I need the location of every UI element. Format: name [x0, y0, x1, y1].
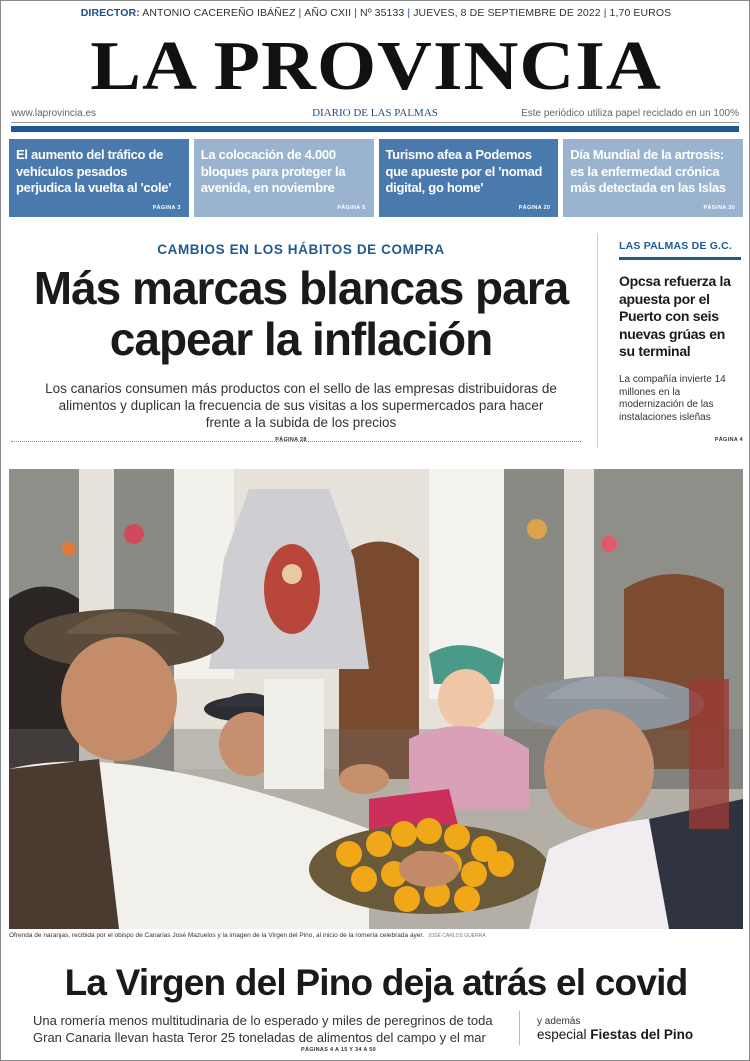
main-story-page: PÁGINA 28: [275, 437, 307, 443]
main-story-divider: [11, 441, 581, 442]
teaser-page: PÁGINA 5: [337, 205, 366, 211]
director-name: ANTONIO CACEREÑO IBÁÑEZ: [142, 7, 296, 19]
side-story-rule: [619, 257, 741, 260]
teaser-page: PÁGINA 20: [518, 205, 551, 211]
column-divider: [597, 233, 598, 448]
teaser-box[interactable]: [194, 139, 374, 217]
teaser-box[interactable]: [379, 139, 559, 217]
bottom-story-headline[interactable]: La Virgen del Pino deja atrás el covid: [64, 962, 688, 1003]
main-story-headline[interactable]: Más marcas blancas para capear la inflación: [33, 262, 569, 365]
bottom-divider: [519, 1011, 520, 1045]
side-story-kicker: LAS PALMAS DE G.C.: [619, 240, 733, 252]
issue-price: 1,70 EUROS: [609, 7, 672, 19]
teaser-title: El aumento del tráfico de vehículos pesados perjudica la vuelta al 'cole': [16, 147, 171, 195]
tagline: DIARIO DE LAS PALMAS: [312, 107, 438, 119]
supplement-prefix: especial: [537, 1027, 587, 1042]
teaser-box[interactable]: [563, 139, 743, 217]
photo-caption-text: Ofrenda de naranjas, recibida por el obispo de Canarias José Mazuelos y la imagen de la Virgen del Pino, al inicio de la romería celebrada ayer.: [9, 932, 425, 939]
teaser-page: PÁGINA 3: [152, 205, 181, 211]
masthead-subline: [11, 106, 739, 122]
lead-photo: [9, 469, 743, 929]
director-label: DIRECTOR:: [80, 7, 140, 19]
teaser-box[interactable]: [9, 139, 189, 217]
teaser-row: [9, 139, 743, 217]
issue-date: JUEVES, 8 DE SEPTIEMBRE DE 2022: [413, 7, 601, 19]
photo-credit: JOSÉ CARLOS GUERRA: [427, 933, 486, 939]
recycled-note: Este periódico utiliza papel reciclado en un 100%: [521, 108, 739, 119]
main-story-deck: Los canarios consumen más productos con el sello de las empresas distribuidoras de alimentos y duplican la frecuencia de sus visitas a los supermercados para hacer frente a la subida de los precios: [45, 381, 557, 430]
masthead-divider: [11, 122, 739, 123]
teaser-page: PÁGINA 30: [703, 205, 735, 211]
issue-number: Nº 35133: [360, 7, 405, 19]
volume-year: AÑO CXII: [304, 7, 352, 19]
bottom-story-page: PÁGINAS 4 A 15 Y 34 A 50: [301, 1047, 376, 1053]
supplement-name: Fiestas del Pino: [590, 1027, 694, 1042]
photo-caption: [9, 932, 743, 939]
main-story-kicker: CAMBIOS EN LOS HÁBITOS DE COMPRA: [157, 242, 445, 257]
teaser-title: La colocación de 4.000 bloques para proteger la avenida, en noviembre: [200, 147, 346, 195]
masthead-blue-bar: [11, 126, 739, 132]
supplement-intro: y además: [537, 1016, 581, 1027]
side-story-text: La compañía invierte 14 millones en la modernización de las instalaciones isleñas: [619, 374, 726, 423]
newspaper-logo: LA PROVINCIA: [90, 27, 662, 105]
lead-photo-illustration: [9, 469, 743, 929]
side-story-page: PÁGINA 4: [714, 437, 743, 443]
teaser-title: Día Mundial de la artrosis: es la enfermedad crónica más detectada en las Islas: [570, 147, 726, 195]
side-story-title[interactable]: Opcsa refuerza la apuesta por el Puerto con seis nuevas grúas en su terminal: [619, 273, 731, 359]
website-link[interactable]: www.laprovincia.es: [11, 108, 97, 119]
teaser-title: Turismo afea a Podemos que apueste por el 'nomad digital, go home': [385, 147, 543, 195]
masthead-meta: DIRECTOR: ANTONIO CACEREÑO IBÁÑEZ | AÑO CXII | Nº 35133 | JUEVES, 8 DE SEPTIEMBRE DE 2022 | 1,70 EUROS: [80, 7, 672, 19]
bottom-story-deck: Una romería menos multitudinaria de lo esperado y miles de peregrinos de toda Gran Canaria llevan hasta Teror 25 toneladas de alimentos del campo y el mar: [33, 1013, 493, 1045]
supplement-title[interactable]: [537, 1027, 693, 1042]
